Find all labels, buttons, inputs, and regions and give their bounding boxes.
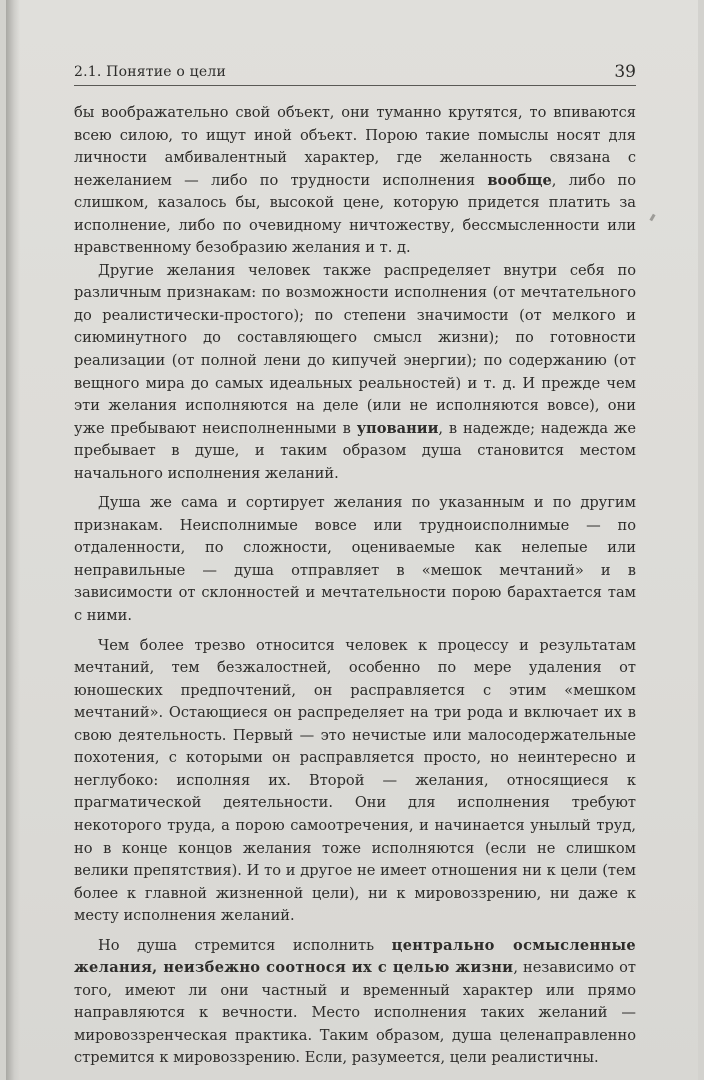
paragraph-text: Но душа стремится исполнить [98,936,392,954]
section-title: 2.1. Понятие о цели [74,64,226,80]
emphasis-spaced: центрально осмысленные желания, неизбежно соотнося их с целью жизни [74,936,636,977]
body-text [74,102,636,1070]
paragraph-text: Другие желания человек также распределяет внутри себя по различным признакам: по возможности исполнения (от мечтательного до реалистически-простого); по степени значимости (от мелкого и сиюминутного до составляющего смысл жизни); по готовности реализации (от полной лени до кипучей энергии); по содержанию (от вещного мира до самых идеальных реальностей) и т. д. И прежде чем эти желания исполняются на деле (или не исполняются вовсе), они уже пребывают неисполненными в [74,261,636,437]
paragraph-3: Душа же сама и сортирует желания по указанным и по другим признакам. Неисполнимые вовсе или трудноисполнимые — по отдаленности, по сложности, оцениваемые как нелепые или неправильные — душа отправляет в «мешок мечтаний» и в зависимости от склонностей и мечтательности порою барахтается там с ними. [74,494,636,625]
header-rule [74,85,636,86]
paragraph-4: Чем более трезво относится человек к процессу и результатам мечтаний, тем безжалостней, особенно по мере удаления от юношеских предпочтений, он расправляется с этим «мешком мечтаний». Остающиеся он распределяет на три рода и включает их в свою деятельность. Первый — это нечистые или малосодержательные похотения, с которыми он расправляется просто, но неинтересно и неглубоко: исполняя их. Второй — желания, относящиеся к прагматической деятельности. Они для исполнения требуют некоторого труда, а порою самоотречения, и начинается унылый труд, но в конце концов желания тоже исполняются (если не слишком велики препятствия). И то и другое не имеет отношения ни к цели (тем более к главной жизненной цели), ни к мировоззрению, ни даже к месту исполнения желаний. [74,636,636,925]
paragraph-text: , независимо от того, имеют ли они частный и временный характер или прямо направляются к вечности. Место исполнения таких желаний — мировоззренческая практика. Таким образом, душа целенаправленно стремится к мировоззрению. Если, разумеется, цели реалистичны. [74,959,636,1067]
paragraph-2 [74,260,636,485]
running-head [74,58,636,86]
page-gutter-shadow [6,0,20,1080]
paragraph-1 [74,102,636,260]
page-number: 39 [614,62,636,82]
paragraph-text: , в надежде; надежда же пребывает в душе, и таким образом душа становится местом начального исполнения желаний. [74,419,636,482]
emphasis-bold: вообще [487,171,552,189]
emphasis-bold: уповании [356,419,439,437]
paragraph-text: , либо по слишком, казалось бы, высокой цене, которую придется платить за исполнение, либо по очевидному ничтожеству, бессмысленности или нравственному безобразию желания и т. д. [74,171,637,257]
paragraph-text: бы воображательно свой объект, они туманно крутятся, то впиваются всею силою, то ищут иной объект. Порою такие помыслы носят для личности амбивалентный характер, где желанность связана с нежеланием — либо по трудности исполнения [74,104,636,189]
paragraph-5 [74,935,636,1070]
